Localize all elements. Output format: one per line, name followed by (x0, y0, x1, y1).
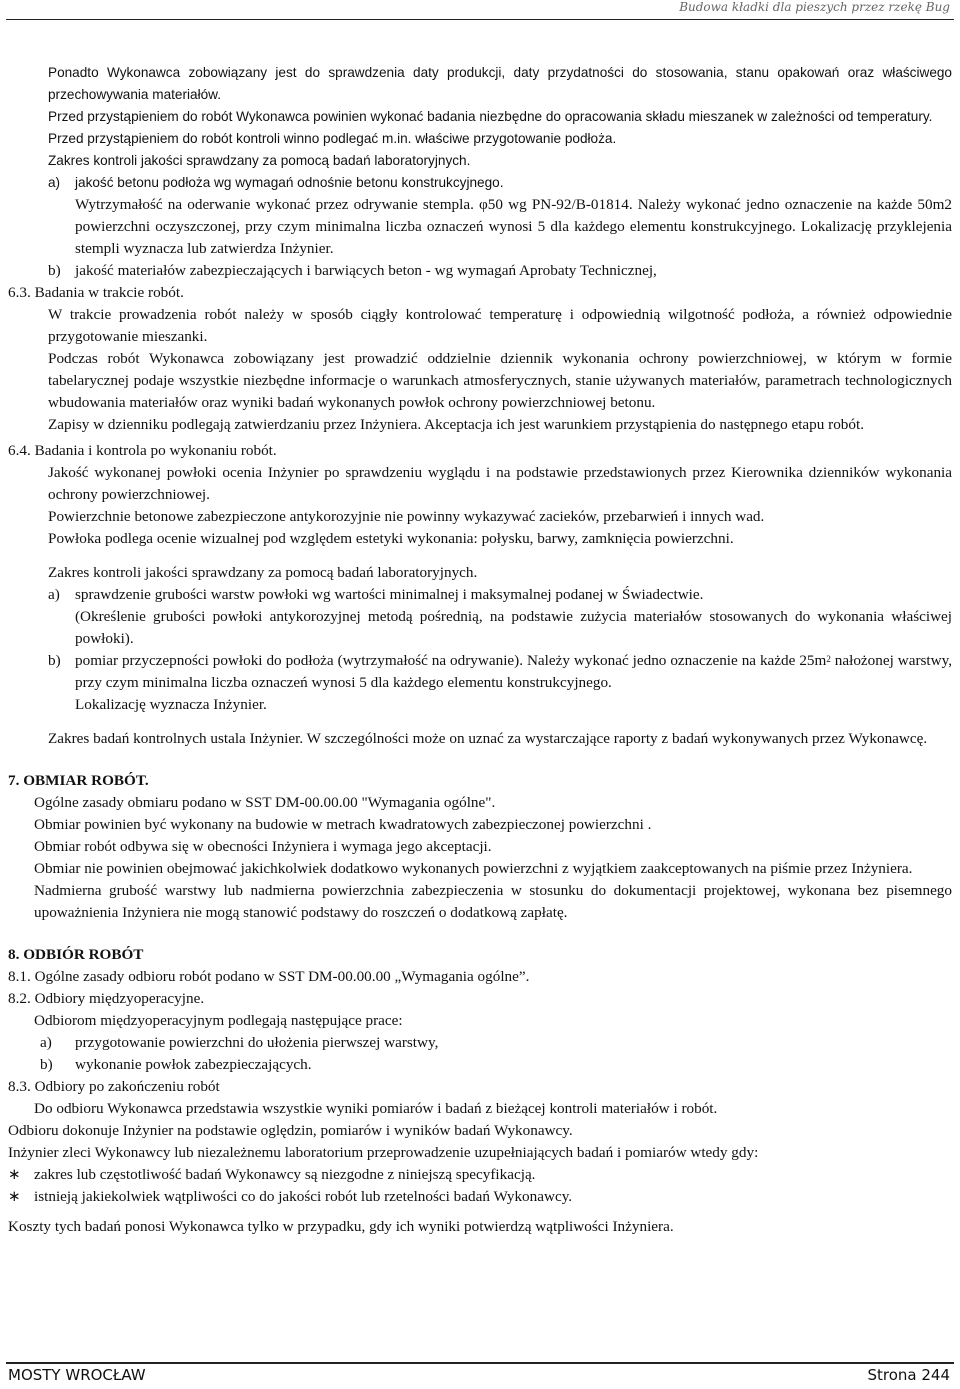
paragraph: Inżynier zleci Wykonawcy lub niezależnemu laboratorium przeprowadzenie uzupełniających badań i pomiarów wtedy gdy: (8, 1144, 759, 1161)
bullet-text: zakres lub częstotliwość badań Wykonawcy są niezgodne z niniejszą specyfikacją. (34, 1166, 536, 1183)
paragraph: Przed przystąpieniem do robót kontroli winno podlegać m.in. właściwe przygotowanie podłoża. (48, 131, 617, 146)
header-title: Budowa kładki dla pieszych przez rzekę Bug (679, 0, 950, 14)
list-item (8, 172, 952, 194)
paragraph: Obmiar robót odbywa się w obecności Inżyniera i wymaga jego akceptacji. (34, 838, 492, 855)
list-item (8, 1032, 952, 1054)
footer-page-number: Strona 244 (867, 1366, 950, 1384)
list-text: przygotowanie powierzchni do ułożenia pierwszej warstwy, (75, 1034, 439, 1051)
section-title: 7. OBMIAR ROBÓT. (8, 772, 149, 789)
list-text-part: nałożonej warstwy, przy czym minimalna liczba oznaczeń wynosi 5 dla każdego elementu konstrukcyjnego. (75, 652, 953, 691)
list-marker: a) (48, 586, 60, 603)
list-marker: b) (48, 652, 61, 669)
list-marker: b) (40, 1056, 53, 1073)
page-header (0, 0, 960, 22)
header-divider (6, 19, 954, 20)
paragraph: Do odbioru Wykonawca przedstawia wszystkie wyniki pomiarów i badań z bieżącej kontroli materiałów i robót. (34, 1100, 718, 1117)
list-text (75, 650, 952, 694)
subsection-title: 8.3. Odbiory po zakończeniu robót (8, 1078, 220, 1095)
paragraph: Zapisy w dzienniku podlegają zatwierdzaniu przez Inżyniera. Akceptacja ich jest warunkiem przystąpienia do następnego etapu robót. (48, 416, 865, 433)
bullet-marker: ∗ (8, 1166, 21, 1183)
paragraph: Powierzchnie betonowe zabezpieczone antykorozyjnie nie powinny wykazywać zacieków, przebarwień i innych wad. (48, 508, 765, 525)
paragraph: Zakres kontroli jakości sprawdzany za pomocą badań laboratoryjnych. (48, 564, 478, 581)
paragraph: Podczas robót Wykonawca zobowiązany jest prowadzić oddzielnie dziennik wykonania ochrony powierzchniowej, w którym w formie tabelarycznej podaje wszystkie niezbędne informacje o warunkach atmosferycznych, stanie używanych materiałów, parametrach technologicznych wbudowania materiałów oraz wyniki badań wykonanych powłok ochrony powierzchniowej betonu. (48, 350, 952, 411)
paragraph: W trakcie prowadzenia robót należy w sposób ciągły kontrolować temperaturę i odpowiednią wilgotność podłoża, a również odpowiednie przygotowanie mieszanki. (48, 306, 952, 345)
subsection-title: 8.2. Odbiory międzyoperacyjne. (8, 990, 205, 1007)
list-marker: a) (48, 175, 61, 190)
list-item (8, 260, 952, 282)
bullet-item (8, 1186, 952, 1208)
document-body (8, 62, 952, 1238)
list-marker: a) (40, 1034, 52, 1051)
paragraph: Powłoka podlega ocenie wizualnej pod względem estetyki wykonania: połysku, barwy, zamknięcia powierzchni. (48, 530, 734, 547)
paragraph: (Określenie grubości powłoki antykorozyjnej metodą pośrednią, na podstawie zużycia materiałów stosowanych do wykonania właściwej powłoki). (75, 608, 952, 647)
paragraph: Ponadto Wykonawca zobowiązany jest do sprawdzenia daty produkcji, daty przydatności do stosowania, stanu opakowań oraz właściwego przechowywania materiałów. (48, 65, 952, 102)
list-item (8, 650, 952, 694)
bullet-item (8, 1164, 952, 1186)
list-text-part: pomiar przyczepności powłoki do podłoża (wytrzymałość na odrywanie). Należy wykonać jedno oznaczenie na każde 25m (75, 652, 827, 669)
paragraph: Jakość wykonanej powłoki ocenia Inżynier po sprawdzeniu wyglądu i na podstawie przedstawionych przez Kierownika dzienników wykonania ochrony powierzchniowej. (48, 464, 952, 503)
subsection-title: 8.1. Ogólne zasady odbioru robót podano w SST DM-00.00.00 „Wymagania ogólne”. (8, 968, 530, 985)
paragraph: Wytrzymałość na oderwanie wykonać przez odrywanie stempla. φ50 wg PN-92/B-01814. Należy wykonać jedno oznaczenie na każde 50m2 powierzchni oczyszczonej, przy czym minimalna liczba oznaczeń wynosi 5 dla każdego elementu konstrukcyjnego. Lokalizację przyklejenia stempli wyznacza lub zatwierdza Inżynier. (75, 196, 952, 257)
superscript: 2 (826, 654, 831, 664)
paragraph: Obmiar powinien być wykonany na budowie w metrach kwadratowych zabezpieczonej powierzchni . (34, 816, 652, 833)
list-item (8, 1054, 952, 1076)
list-item (8, 584, 952, 606)
paragraph: Lokalizację wyznacza Inżynier. (75, 696, 267, 713)
footer-left: MOSTY WROCŁAW (8, 1366, 146, 1384)
bullet-text: istnieją jakiekolwiek wątpliwości co do jakości robót lub rzetelności badań Wykonawcy. (34, 1188, 573, 1205)
paragraph: Odbiorom międzyoperacyjnym podlegają następujące prace: (34, 1012, 403, 1029)
list-marker: b) (48, 262, 61, 279)
paragraph: Zakres badań kontrolnych ustala Inżynier. W szczególności może on uznać za wystarczające raporty z badań wykonywanych przez Wykonawcę. (48, 730, 928, 747)
section-title: 6.3. Badania w trakcie robót. (8, 284, 184, 301)
paragraph: Nadmierna grubość warstwy lub nadmierna powierzchnia zabezpieczenia w stosunku do dokumentacji projektowej, wykonana bez pisemnego upoważnienia Inżyniera nie mogą stanowić podstawy do roszczeń o dodatkową zapłatę. (34, 882, 952, 921)
list-text: jakość materiałów zabezpieczających i barwiących beton - wg wymagań Aprobaty Technicznej, (75, 262, 657, 279)
paragraph: Zakres kontroli jakości sprawdzany za pomocą badań laboratoryjnych. (48, 153, 471, 168)
section-title: 6.4. Badania i kontrola po wykonaniu robót. (8, 442, 277, 459)
paragraph: Obmiar nie powinien obejmować jakichkolwiek dodatkowo wykonanych powierzchni z wyjątkiem zaakceptowanych na piśmie przez Inżyniera. (34, 860, 913, 877)
paragraph: Ogólne zasady obmiaru podano w SST DM-00.00.00 "Wymagania ogólne". (34, 794, 496, 811)
paragraph: Przed przystąpieniem do robót Wykonawca powinien wykonać badania niezbędne do opracowania składu mieszanek w zależności od temperatury. (48, 109, 933, 124)
section-title: 8. ODBIÓR ROBÓT (8, 946, 144, 963)
list-text: jakość betonu podłoża wg wymagań odnośnie betonu konstrukcyjnego. (75, 175, 504, 190)
paragraph: Odbioru dokonuje Inżynier na podstawie oględzin, pomiarów i wyników badań Wykonawcy. (8, 1122, 573, 1139)
bullet-marker: ∗ (8, 1188, 21, 1205)
list-text: sprawdzenie grubości warstw powłoki wg wartości minimalnej i maksymalnej podanej w Świadectwie. (75, 586, 704, 603)
list-text: wykonanie powłok zabezpieczających. (75, 1056, 312, 1073)
footer-divider (6, 1362, 954, 1364)
paragraph: Koszty tych badań ponosi Wykonawca tylko w przypadku, gdy ich wyniki potwierdzą wątpliwości Inżyniera. (8, 1218, 674, 1235)
